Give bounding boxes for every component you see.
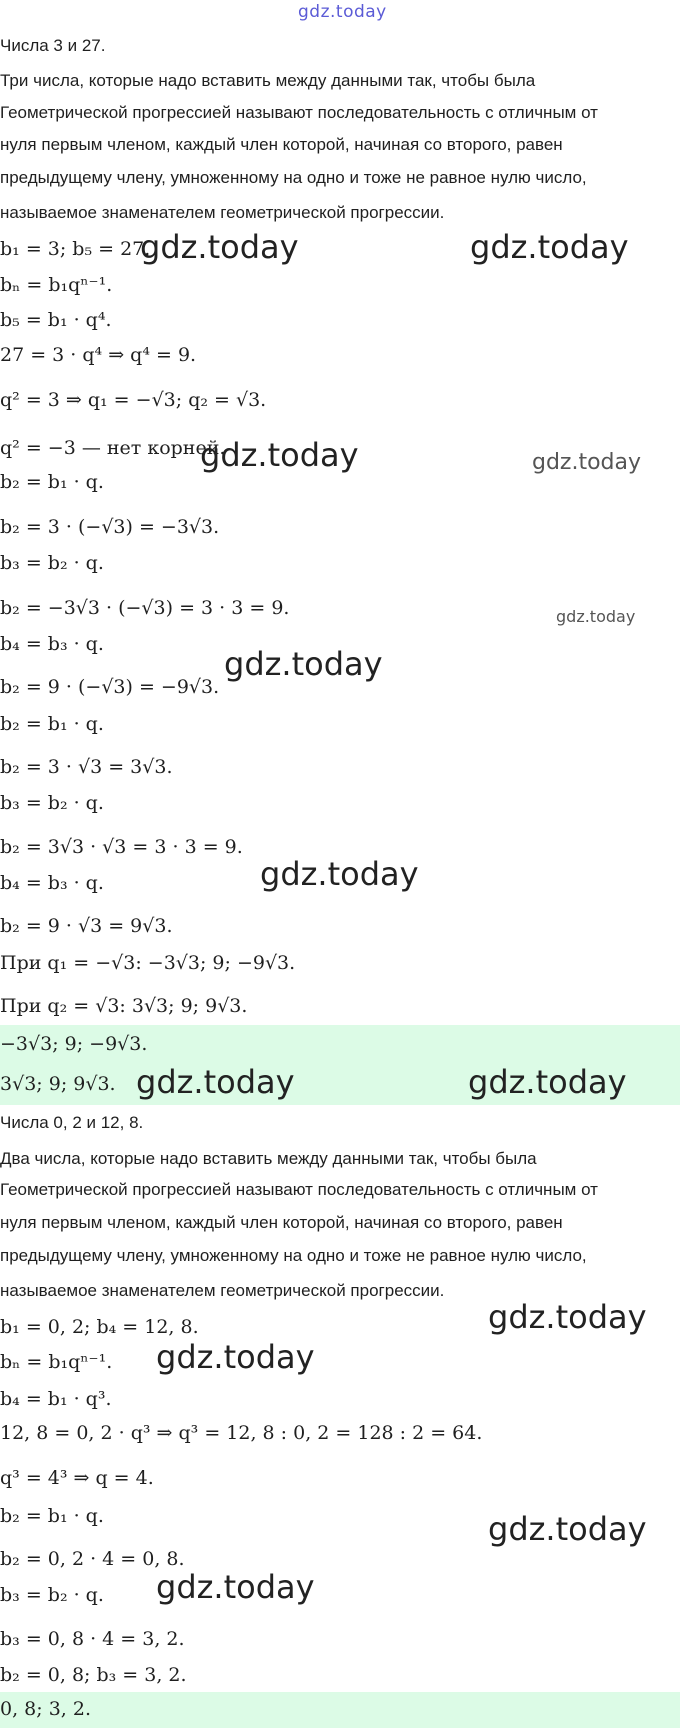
part1-step: b₂ = 3 · (−√3) = −3√3. [0, 516, 220, 538]
watermark-text: gdz.today [488, 1510, 647, 1548]
part1-step: b₄ = b₃ · q. [0, 872, 104, 894]
part1-step: 27 = 3 · q⁴ ⇒ q⁴ = 9. [0, 344, 197, 366]
part2-intro-line: Геометрической прогрессией называют последовательность с отличным от [0, 1180, 598, 1199]
header-watermark: gdz.today [298, 2, 387, 22]
part1-step: b₂ = 9 · (−√3) = −9√3. [0, 676, 220, 698]
part1-step: b₂ = 3√3 · √3 = 3 · 3 = 9. [0, 836, 243, 858]
part1-step: b₂ = 9 · √3 = 9√3. [0, 915, 173, 937]
part1-step: b₄ = b₃ · q. [0, 633, 104, 655]
part1-intro-line: Три числа, которые надо вставить между данными так, чтобы была [0, 71, 536, 90]
watermark-text: gdz.today [260, 855, 419, 893]
watermark-text: gdz.today [470, 228, 629, 266]
part2-step: q³ = 4³ ⇒ q = 4. [0, 1467, 154, 1489]
watermark-text: gdz.today [136, 1063, 295, 1101]
part1-intro-line: называемое знаменателем геометрической прогрессии. [0, 203, 445, 222]
part2-intro-line: предыдущему члену, умноженному на одно и тоже не равное нулю число, [0, 1246, 587, 1265]
part2-step: b₂ = 0, 8; b₃ = 3, 2. [0, 1664, 187, 1686]
part1-answer: −3√3; 9; −9√3. [0, 1033, 148, 1055]
part1-step: b₂ = b₁ · q. [0, 713, 104, 735]
part2-step: b₃ = 0, 8 · 4 = 3, 2. [0, 1628, 185, 1650]
part1-step: b₂ = b₁ · q. [0, 471, 104, 493]
part2-step: 12, 8 = 0, 2 · q³ ⇒ q³ = 12, 8 : 0, 2 = 128 : 2 = 64. [0, 1422, 483, 1444]
part1-step: b₃ = b₂ · q. [0, 792, 104, 814]
part2-step: b₄ = b₁ · q³. [0, 1388, 112, 1410]
part1-step: При q₂ = √3: 3√3; 9; 9√3. [0, 995, 248, 1017]
part1-step: b₁ = 3; b₅ = 27. [0, 238, 151, 260]
part2-intro-line: называемое знаменателем геометрической прогрессии. [0, 1281, 445, 1300]
part2-step: b₃ = b₂ · q. [0, 1584, 104, 1606]
part1-step: b₂ = 3 · √3 = 3√3. [0, 756, 173, 778]
part2-intro-line: нуля первым членом, каждый член которой, начиная со второго, равен [0, 1213, 563, 1232]
part1-intro-line: Геометрической прогрессией называют последовательность с отличным от [0, 103, 598, 122]
part2-title: Числа 0, 2 и 12, 8. [0, 1113, 144, 1132]
watermark-text: gdz.today [468, 1063, 627, 1101]
part2-step: bₙ = b₁qⁿ⁻¹. [0, 1351, 113, 1373]
watermark-text: gdz.today [224, 645, 383, 683]
part1-step: b₅ = b₁ · q⁴. [0, 309, 112, 331]
part2-answer-box [0, 1692, 680, 1728]
watermark-text: gdz.today [488, 1298, 647, 1336]
part1-step: b₃ = b₂ · q. [0, 552, 104, 574]
part2-answer: 0, 8; 3, 2. [0, 1698, 91, 1720]
part2-step: b₂ = 0, 2 · 4 = 0, 8. [0, 1548, 185, 1570]
watermark-text: gdz.today [140, 228, 299, 266]
watermark-text: gdz.today [156, 1568, 315, 1606]
part2-step: b₁ = 0, 2; b₄ = 12, 8. [0, 1316, 199, 1338]
part1-step: b₂ = −3√3 · (−√3) = 3 · 3 = 9. [0, 597, 290, 619]
part1-step: q² = −3 — нет корней. [0, 437, 226, 459]
part2-step: b₂ = b₁ · q. [0, 1505, 104, 1527]
part1-title: Числа 3 и 27. [0, 36, 106, 55]
part1-intro-line: предыдущему члену, умноженному на одно и тоже не равное нулю число, [0, 168, 587, 187]
part1-answer: 3√3; 9; 9√3. [0, 1073, 116, 1095]
part1-step: bₙ = b₁qⁿ⁻¹. [0, 274, 113, 296]
watermark-text: gdz.today [156, 1338, 315, 1376]
watermark-text: gdz.today [532, 450, 642, 475]
part1-step: При q₁ = −√3: −3√3; 9; −9√3. [0, 952, 296, 974]
part2-intro-line: Два числа, которые надо вставить между данными так, чтобы была [0, 1149, 537, 1168]
part1-intro-line: нуля первым членом, каждый член которой, начиная со второго, равен [0, 135, 563, 154]
watermark-text: gdz.today [200, 436, 359, 474]
watermark-text: gdz.today [556, 607, 636, 626]
part1-step: q² = 3 ⇒ q₁ = −√3; q₂ = √3. [0, 389, 267, 411]
